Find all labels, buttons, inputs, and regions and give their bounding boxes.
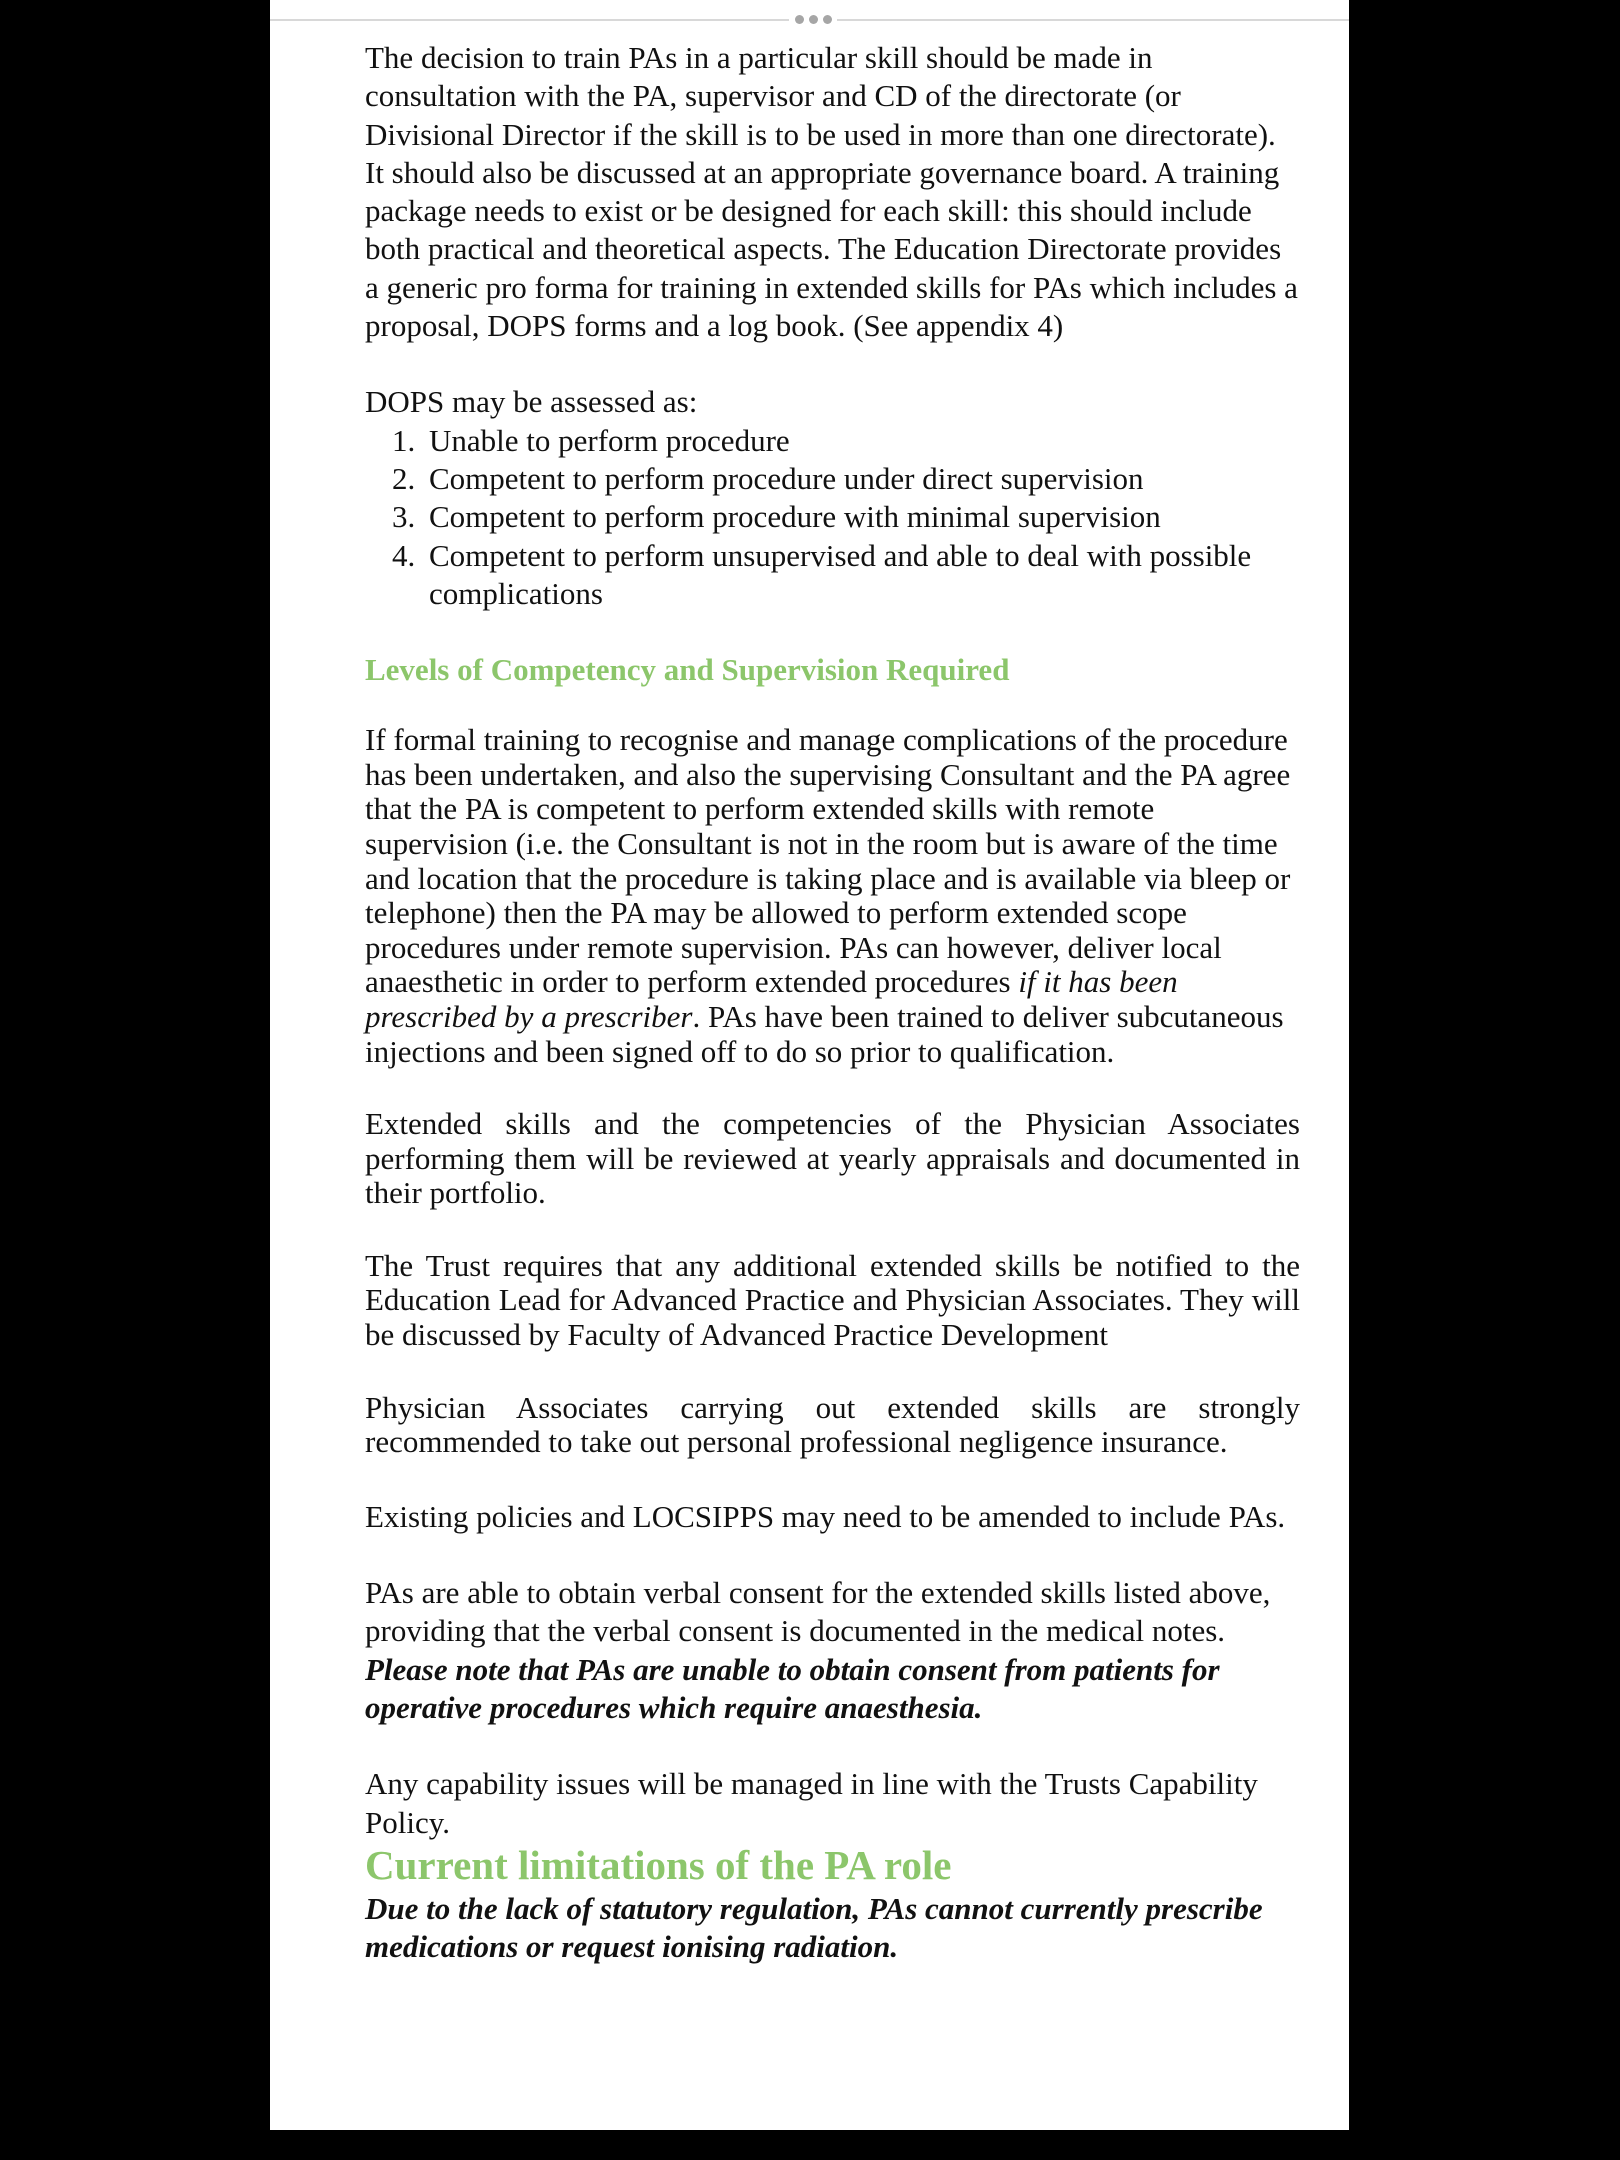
spacer: [365, 689, 1300, 723]
paragraph-policies: Existing policies and LOCSIPPS may need to be amended to include PAs.: [365, 1498, 1286, 1534]
dot: [809, 15, 818, 24]
spacer: [365, 1069, 1300, 1107]
list-text: Competent to perform procedure with minimal supervision: [429, 499, 1161, 535]
spacer: [365, 1727, 1300, 1765]
dops-intro: DOPS may be assessed as:: [365, 384, 698, 420]
list-item: [365, 537, 1300, 614]
dot: [795, 15, 804, 24]
italic-text-run: if it has been prescribed by a prescriber: [365, 964, 1178, 1034]
list-item: [365, 498, 1300, 536]
paragraph-limitations: Due to the lack of statutory regulation, PAs cannot currently prescribe medications or request ionising radiation.: [365, 1890, 1263, 1965]
dot: [823, 15, 832, 24]
list-text: Competent to perform procedure under direct supervision: [429, 460, 1144, 496]
text-run: . PAs have been trained to deliver subcutaneous injections and been signed off to do so prior to qualification.: [365, 998, 1284, 1069]
dops-list: [365, 422, 1300, 613]
document-page: [270, 0, 1349, 2130]
list-text: Unable to perform procedure: [429, 422, 790, 458]
more-horizontal-dots-icon[interactable]: [789, 12, 837, 26]
paragraph-consent: [365, 1574, 1300, 1727]
paragraph-trust-requires: The Trust requires that any additional extended skills be notified to the Education Lead for Advanced Practice and Physician Associates. They will be discussed by Faculty of Advanced Practice Development: [365, 1247, 1300, 1353]
paragraph-remote-supervision: [365, 723, 1300, 1069]
section-heading-levels: Levels of Competency and Supervision Required: [365, 652, 1010, 688]
spacer: [365, 1353, 1300, 1391]
paragraph-reviewed: Extended skills and the competencies of the Physician Associates performing them will be reviewed at yearly appraisals and documented in their portfolio.: [365, 1106, 1300, 1211]
list-number: 3.: [392, 499, 416, 535]
spacer: [365, 613, 1300, 651]
bold-italic-text-run: Please note that PAs are unable to obtain consent from patients for operative procedures which require anaesthesia.: [365, 1651, 1220, 1726]
spacer: [365, 1211, 1300, 1249]
spacer: [365, 1460, 1300, 1498]
paragraph-training-decision: The decision to train PAs in a particular skill should be made in consultation with the PA, supervisor and CD of the directorate (or Divisional Director if the skill is to be used in more than one directorate). It should also be discussed at an appropriate governance board. A training package needs to exist or be designed for each skill: this should include both practical and theoretical aspects. The Education Directorate provides a generic pro forma for training in extended skills for PAs which includes a proposal, DOPS forms and a log book. (See appendix 4): [365, 40, 1298, 344]
list-text: Competent to perform unsupervised and able to deal with possible complications: [429, 537, 1252, 611]
paragraph-capability: Any capability issues will be managed in line with the Trusts Capability Policy.: [365, 1766, 1258, 1840]
section-heading-limitations: Current limitations of the PA role: [365, 1841, 952, 1888]
text-run: PAs are able to obtain verbal consent for the extended skills listed above, providing that the verbal consent is documented in the medical notes.: [365, 1575, 1271, 1649]
spacer: [365, 1536, 1300, 1574]
list-number: 2.: [392, 460, 416, 496]
paragraph-insurance: Physician Associates carrying out extended skills are strongly recommended to take out personal professional negligence insurance.: [365, 1389, 1300, 1460]
text-run: If formal training to recognise and manage complications of the procedure has been undertaken, and also the supervising Consultant and the PA agree that the PA is competent to perform extended skills with remote supervision (i.e. the Consultant is not in the room but is aware of the time and location that the procedure is taking place and is available via bleep or telephone) then the PA may be allowed to perform extended scope procedures under remote supervision. PAs can however, deliver local anaesthetic in order to perform extended procedures: [365, 722, 1291, 1000]
document-content: [365, 39, 1300, 1967]
list-item: [365, 460, 1300, 498]
list-item: [365, 422, 1300, 460]
list-number: 1.: [392, 422, 416, 458]
spacer: [365, 345, 1300, 383]
list-number: 4.: [392, 537, 416, 573]
